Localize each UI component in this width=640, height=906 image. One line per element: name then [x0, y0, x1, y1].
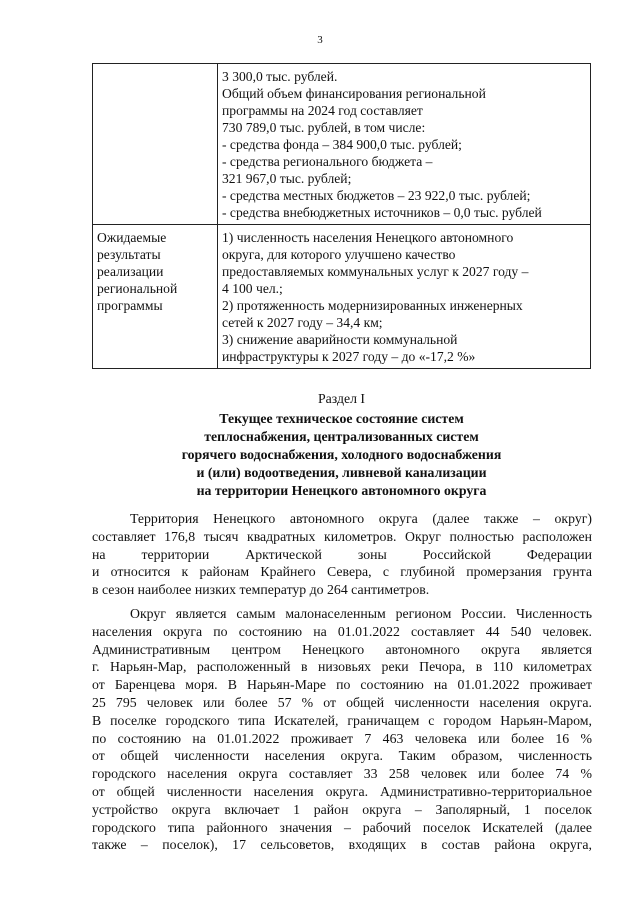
text-line: в сезон наиболее низких температур до 264 сантиметров.	[92, 582, 430, 598]
text-line: на территории Арктической зоны Российской Федерации	[92, 546, 592, 562]
page-number: 3	[317, 34, 323, 46]
expected-results-cell	[218, 225, 591, 369]
financing-cell	[218, 64, 591, 225]
cell-line: 730 789,0 тыс. рублей, в том числе:	[222, 120, 426, 135]
cell-line: 321 967,0 тыс. рублей;	[222, 171, 352, 186]
table-row-financing	[93, 64, 591, 225]
row-label-expected-results	[93, 225, 218, 369]
label-line: региональной	[97, 281, 178, 296]
label-line: Ожидаемые	[97, 230, 167, 245]
section-label: Раздел I	[317, 391, 366, 406]
text-line: населения округа по состоянию на 01.01.2022 составляет 44 540 человек.	[92, 623, 592, 639]
cell-line: Общий объем финансирования региональной	[222, 86, 486, 101]
section-title	[92, 410, 591, 500]
table-row-expected-results	[93, 225, 591, 369]
text-line: от общей численности населения округа. Административно-территориальное	[92, 783, 592, 799]
text-line: от Баренцева моря. В Нарьян-Маре по состоянию на 01.01.2022 проживает	[92, 677, 592, 693]
cell-line: - средства местных бюджетов – 23 922,0 тыс. рублей;	[222, 188, 531, 203]
text-line: городского населения округа составляет 33 258 человек или более 74 %	[92, 766, 592, 782]
label-line: реализации	[97, 264, 164, 279]
cell-line: 4 100 чел.;	[222, 281, 283, 296]
cell-line: 3) снижение аварийности коммунальной	[222, 332, 458, 347]
text-line: Территория Ненецкого автономного округа (далее также – округ)	[130, 511, 592, 526]
section-title-line: теплоснабжения, централизованных систем	[204, 429, 479, 444]
text-line: и относится к районам Крайнего Севера, с глубиной промерзания грунта	[92, 564, 592, 580]
body-text	[92, 510, 592, 860]
cell-line: 3 300,0 тыс. рублей.	[222, 69, 338, 84]
text-line: по состоянию на 01.01.2022 проживает 7 463 человека или более 16 %	[92, 730, 592, 746]
cell-line: сетей к 2027 году – 34,4 км;	[222, 315, 383, 330]
row-label-empty	[93, 64, 218, 225]
paragraph-territory	[92, 510, 592, 599]
text-line: Округ является самым малонаселенным регионом России. Численность	[130, 605, 592, 621]
cell-line: предоставляемых коммунальных услуг к 2027 году –	[222, 264, 529, 279]
section-heading	[92, 390, 591, 500]
text-line: В поселке городского типа Искателей, граничащем с городом Нарьян-Маром,	[92, 712, 592, 728]
label-line: результаты	[97, 247, 161, 262]
section-title-line: горячего водоснабжения, холодного водоснабжения	[181, 447, 502, 462]
text-line: также – поселок), 17 сельсоветов, входящих в состав района округа,	[92, 837, 592, 853]
text-line: 25 795 человек или более 57 % от общей численности населения округа.	[92, 694, 592, 710]
section-title-line: на территории Ненецкого автономного округа	[196, 483, 487, 498]
cell-line: - средства регионального бюджета –	[222, 154, 433, 169]
cell-line: 2) протяженность модернизированных инженерных	[222, 298, 523, 313]
cell-line: - средства внебюджетных источников – 0,0 тыс. рублей	[222, 205, 542, 220]
text-line: Административным центром Ненецкого автономного округа является	[92, 641, 592, 657]
label-line: программы	[97, 298, 163, 313]
text-line: устройство округа включает 1 район округа – Заполярный, 1 поселок	[92, 801, 592, 817]
section-title-line: и (или) водоотведения, ливневой канализации	[196, 465, 487, 480]
cell-line: 1) численность населения Ненецкого автономного	[222, 230, 514, 245]
text-line: городского типа районного значения – рабочий поселок Искателей (далее	[92, 819, 592, 835]
program-passport-table	[92, 63, 591, 369]
text-line: составляет 176,8 тысяч квадратных километров. Округ полностью расположен	[92, 528, 592, 544]
text-line: г. Нарьян-Мар, расположенный в низовьях реки Печора, в 110 километрах	[92, 659, 592, 675]
cell-line: инфраструктуры к 2027 году – до «-17,2 %»	[222, 349, 476, 364]
cell-line: - средства фонда – 384 900,0 тыс. рублей;	[222, 137, 462, 152]
paragraph-population	[92, 605, 592, 854]
cell-line: программы на 2024 год составляет	[222, 103, 423, 118]
text-line: от общей численности населения округа. Таким образом, численность	[92, 748, 592, 764]
cell-line: округа, для которого улучшено качество	[222, 247, 456, 262]
section-title-line: Текущее техническое состояние систем	[219, 411, 464, 426]
